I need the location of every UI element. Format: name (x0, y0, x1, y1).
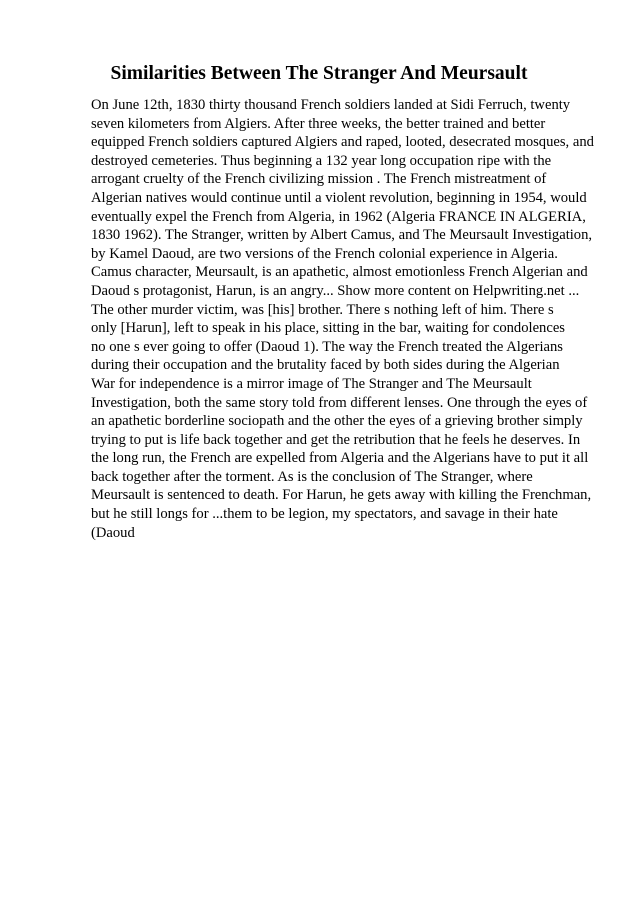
body-line: On June 12th, 1830 thirty thousand French soldiers landed at Sidi Ferruch, twenty (91, 97, 571, 113)
body-line: Meursault is sentenced to death. For Harun, he gets away with killing the Frenchman, (91, 487, 592, 504)
body-line: an apathetic borderline sociopath and the other the eyes of a grieving brother simply (91, 413, 583, 430)
body-line: Investigation, both the same story told from different lenses. One through the eyes of (91, 394, 588, 411)
body-line: by Kamel Daoud, are two versions of the French colonial experience in Algeria. (91, 245, 558, 262)
document-title: Similarities Between The Stranger And Meursault (110, 63, 528, 84)
document-body (91, 96, 601, 542)
body-line: trying to put is life back together and get the retribution that he feels he deserves. In (91, 431, 581, 448)
body-line: Daoud s protagonist, Harun, is an angry... Show more content on Helpwriting.net ... (91, 282, 580, 299)
body-line: Algerian natives would continue until a violent revolution, beginning in 1954, would (91, 189, 587, 206)
body-line: War for independence is a mirror image of The Stranger and The Meursault (91, 375, 532, 392)
body-line: destroyed cemeteries. Thus beginning a 132 year long occupation ripe with the (91, 152, 552, 169)
body-line: the long run, the French are expelled from Algeria and the Algerians have to put it all (91, 450, 589, 467)
body-line: no one s ever going to offer (Daoud 1). The way the French treated the Algerians (91, 338, 563, 355)
body-line: Camus character, Meursault, is an apathetic, almost emotionless French Algerian and (91, 264, 588, 281)
body-line: (Daoud (91, 524, 135, 541)
body-line: arrogant cruelty of the French civilizing mission . The French mistreatment of (91, 171, 547, 188)
body-line: equipped French soldiers captured Algiers and raped, looted, desecrated mosques, and (91, 134, 594, 151)
body-line: 1830 1962). The Stranger, written by Albert Camus, and The Meursault Investigation, (91, 227, 593, 244)
body-line: only [Harun], left to speak in his place, sitting in the bar, waiting for condolences (91, 320, 565, 337)
body-line: during their occupation and the brutality faced by both sides during the Algerian (91, 357, 560, 374)
body-line: but he still longs for ...them to be legion, my spectators, and savage in their hate (91, 506, 558, 523)
body-line: eventually expel the French from Algeria, in 1962 (Algeria FRANCE IN ALGERIA, (91, 208, 586, 225)
body-line: seven kilometers from Algiers. After three weeks, the better trained and better (91, 115, 546, 132)
body-line: back together after the torment. As is the conclusion of The Stranger, where (91, 468, 533, 485)
body-line: The other murder victim, was [his] brother. There s nothing left of him. There s (91, 301, 554, 318)
